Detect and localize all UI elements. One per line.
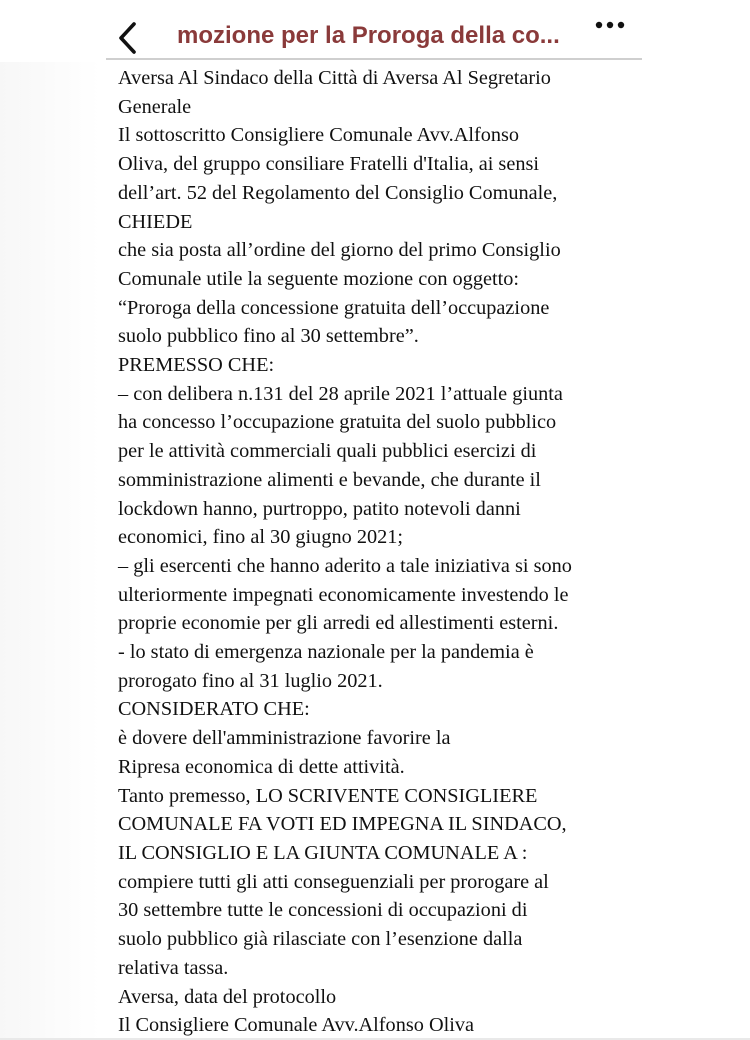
doc-line: CONSIDERATO CHE: [118, 698, 310, 721]
doc-line: prorogato fino al 31 luglio 2021. [118, 669, 383, 692]
header-divider [106, 58, 642, 60]
back-button[interactable] [112, 18, 144, 58]
doc-line: Oliva, del gruppo consiliare Fratelli d'Italia, ai sensi [118, 153, 539, 176]
top-bar [0, 0, 750, 62]
doc-line: per le attività commerciali quali pubblici esercizi di [118, 440, 537, 463]
doc-line: lockdown hanno, purtroppo, patito notevoli danni [118, 497, 521, 520]
doc-line: ha concesso l’occupazione gratuita del suolo pubblico [118, 411, 557, 434]
doc-line: Aversa Al Sindaco della Città di Aversa Al Segretario [118, 67, 551, 89]
doc-line: compiere tutti gli atti conseguenziali per prorogare al [118, 870, 549, 893]
doc-line: suolo pubblico già rilasciate con l’esenzione dalla [118, 928, 523, 951]
more-dots-icon [595, 21, 625, 29]
chevron-left-icon [117, 21, 139, 55]
doc-line: Generale [118, 95, 192, 118]
doc-line: somministrazione alimenti e bevande, che durante il [118, 468, 541, 491]
doc-line: Comunale utile la seguente mozione con oggetto: [118, 267, 520, 290]
doc-line: Il sottoscritto Consigliere Comunale Avv.Alfonso [118, 124, 520, 147]
doc-line: “Proroga della concessione gratuita dell’occupazione [118, 296, 550, 319]
doc-line: Tanto premesso, LO SCRIVENTE CONSIGLIERE [118, 784, 538, 807]
doc-line: ulteriormente impegnati economicamente investendo le [118, 583, 569, 606]
doc-line: IL CONSIGLIO E LA GIUNTA COMUNALE A : [118, 841, 528, 864]
doc-line: – con delibera n.131 del 28 aprile 2021 l’attuale giunta [118, 382, 563, 405]
doc-line: Aversa, data del protocollo [118, 985, 337, 1008]
more-button[interactable] [586, 10, 634, 40]
doc-line: - lo stato di emergenza nazionale per la pandemia è [118, 641, 534, 664]
doc-line: proprie economie per gli arredi ed allestimenti esterni. [118, 612, 559, 635]
doc-line: che sia posta all’ordine del giorno del primo Consiglio [118, 239, 561, 262]
doc-line: Ripresa economica di dette attività. [118, 755, 405, 778]
doc-line: COMUNALE FA VOTI ED IMPEGNA IL SINDACO, [118, 813, 567, 836]
doc-line: 30 settembre tutte le concessioni di occupazioni di [118, 899, 528, 922]
doc-line: suolo pubblico fino al 30 settembre”. [118, 325, 419, 348]
doc-line: relativa tassa. [118, 956, 229, 979]
document-body [118, 64, 638, 1040]
doc-line: dell’art. 52 del Regolamento del Consiglio Comunale, [118, 181, 558, 204]
doc-line: economici, fino al 30 giugno 2021; [118, 526, 404, 549]
doc-line: è dovere dell'amministrazione favorire la [118, 727, 451, 750]
doc-line: – gli esercenti che hanno aderito a tale iniziativa si sono [118, 554, 572, 577]
page-title: mozione per la Proroga della co... [177, 22, 560, 49]
doc-line: CHIEDE [118, 210, 193, 233]
doc-line: PREMESSO CHE: [118, 354, 275, 377]
doc-line: Il Consigliere Comunale Avv.Alfonso Oliva [118, 1014, 474, 1037]
left-margin [0, 0, 100, 1038]
